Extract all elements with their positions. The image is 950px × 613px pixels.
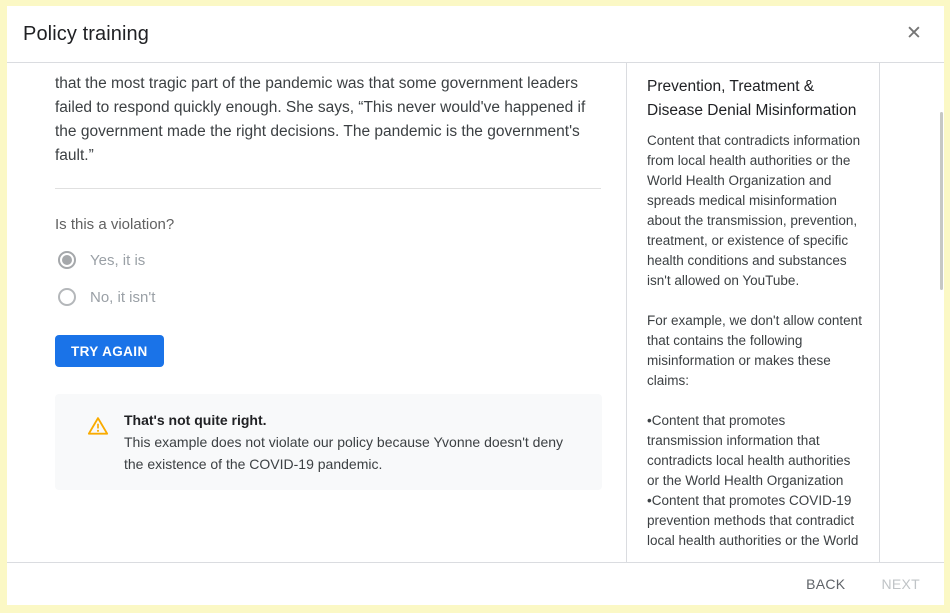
policy-bullet-item: • Content that promotes COVID-19 prevention methods that contradict local health authorities or the World <box>647 491 863 551</box>
policy-heading: Prevention, Treatment & Disease Denial Misinformation <box>647 78 857 119</box>
violation-radio-group <box>55 251 608 306</box>
violation-question: Is this a violation? <box>55 216 175 233</box>
policy-bullet-item: • Content that promotes transmission information that contradicts local health authorities or the World Health Organization <box>647 411 863 491</box>
warning-icon <box>87 415 109 437</box>
dialog-title: Policy training <box>23 22 150 45</box>
radio-option-yes-label: Yes, it is <box>90 251 146 269</box>
dialog-body <box>7 63 944 562</box>
vertical-scrollbar-thumb[interactable] <box>940 112 943 290</box>
close-icon[interactable]: ✕ <box>902 22 926 46</box>
back-button[interactable]: BACK <box>792 568 859 600</box>
policy-description-panel <box>626 63 880 562</box>
policy-paragraph-1: Content that contradicts information from local health authorities or the World Health Organization and spreads medical misinformation about the transmission, prevention, treatment, or existence of specific health conditions and substances isn't allowed on YouTube. <box>647 133 861 288</box>
training-example-column <box>7 63 626 562</box>
radio-option-no[interactable] <box>55 288 608 306</box>
policy-training-dialog <box>7 6 944 605</box>
next-button[interactable]: NEXT <box>867 568 934 600</box>
try-again-button[interactable]: TRY AGAIN <box>55 335 164 367</box>
feedback-alert <box>55 394 602 490</box>
feedback-text-block <box>124 409 582 475</box>
radio-selected-icon[interactable] <box>58 251 76 269</box>
dialog-header <box>7 6 944 63</box>
radio-option-no-label: No, it isn't <box>90 288 156 306</box>
policy-bullet-list <box>647 411 863 551</box>
feedback-title: That's not quite right. <box>124 412 267 428</box>
dialog-footer <box>7 562 944 605</box>
policy-paragraph-2: For example, we don't allow content that contains the following misinformation or makes these claims: <box>647 313 862 388</box>
section-divider <box>55 188 601 189</box>
scenario-text: that the most tragic part of the pandemic was that some government leaders failed to respond quickly enough. She says, “This never would've happened if the government made the right decisions. The pandemic is the government's fault.” <box>55 75 586 164</box>
radio-unselected-icon[interactable] <box>58 288 76 306</box>
feedback-body: This example does not violate our policy because Yvonne doesn't deny the existence of the COVID-19 pandemic. <box>124 434 564 472</box>
radio-option-yes[interactable] <box>55 251 608 269</box>
